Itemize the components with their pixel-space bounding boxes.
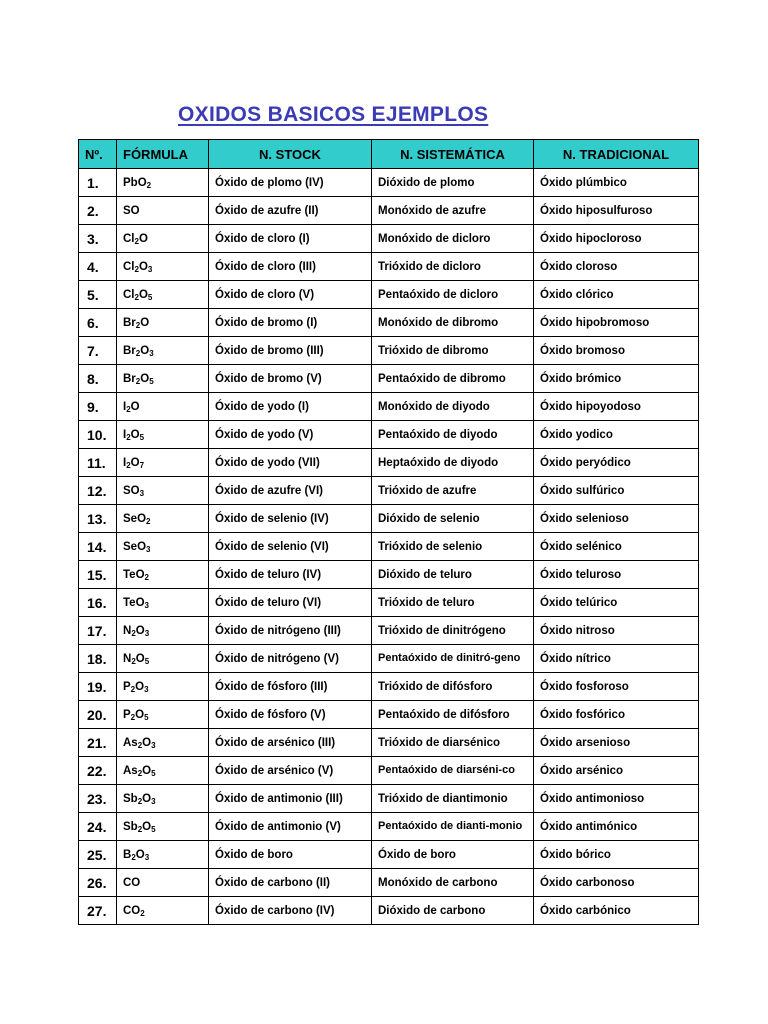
oxides-table bbox=[78, 139, 699, 925]
row-stock-name: Óxido de carbono (IV) bbox=[209, 897, 372, 925]
formula-subscript: 2 bbox=[134, 264, 139, 274]
row-formula bbox=[117, 309, 209, 337]
table-row bbox=[79, 225, 699, 253]
row-systematic-name: Trióxido de selenio bbox=[372, 533, 534, 561]
formula-element: O bbox=[142, 736, 152, 749]
row-systematic-name: Pentaóxido de dianti-monio bbox=[372, 813, 534, 841]
row-systematic-name: Pentaóxido de dinitró-geno bbox=[372, 645, 534, 673]
formula-element: SO bbox=[123, 484, 140, 497]
column-header-formula: FÓRMULA bbox=[117, 140, 209, 169]
row-traditional-name: Óxido selénico bbox=[534, 533, 699, 561]
formula-element: P bbox=[123, 680, 131, 693]
row-number: 14. bbox=[79, 533, 117, 561]
row-systematic-name: Dióxido de carbono bbox=[372, 897, 534, 925]
table-row bbox=[79, 281, 699, 309]
row-traditional-name: Óxido hipoyodoso bbox=[534, 393, 699, 421]
formula-element: O bbox=[138, 232, 148, 245]
formula-element: I bbox=[123, 456, 127, 469]
row-number: 13. bbox=[79, 505, 117, 533]
row-number: 6. bbox=[79, 309, 117, 337]
row-stock-name: Óxido de teluro (VI) bbox=[209, 589, 372, 617]
row-systematic-name: Pentaóxido de diarséni-co bbox=[372, 757, 534, 785]
formula-subscript: 5 bbox=[147, 292, 153, 302]
row-stock-name: Óxido de fósforo (V) bbox=[209, 701, 372, 729]
row-formula bbox=[117, 281, 209, 309]
formula-subscript: 2 bbox=[144, 572, 149, 582]
formula-element: SeO bbox=[123, 540, 147, 553]
formula-element: O bbox=[135, 848, 145, 861]
row-number: 24. bbox=[79, 813, 117, 841]
row-number: 22. bbox=[79, 757, 117, 785]
table-row bbox=[79, 785, 699, 813]
row-number: 16. bbox=[79, 589, 117, 617]
row-traditional-name: Óxido telúrico bbox=[534, 589, 699, 617]
table-row bbox=[79, 337, 699, 365]
row-formula bbox=[117, 533, 209, 561]
row-stock-name: Óxido de cloro (III) bbox=[209, 253, 372, 281]
row-traditional-name: Óxido peryódico bbox=[534, 449, 699, 477]
table-row bbox=[79, 645, 699, 673]
row-systematic-name: Monóxido de dicloro bbox=[372, 225, 534, 253]
row-stock-name: Óxido de selenio (VI) bbox=[209, 533, 372, 561]
row-stock-name: Óxido de plomo (IV) bbox=[209, 169, 372, 197]
row-number: 18. bbox=[79, 645, 117, 673]
row-systematic-name: Pentaóxido de diyodo bbox=[372, 421, 534, 449]
table-row bbox=[79, 841, 699, 869]
row-systematic-name: Trióxido de dicloro bbox=[372, 253, 534, 281]
formula-element: B bbox=[123, 848, 132, 861]
row-traditional-name: Óxido hiposulfuroso bbox=[534, 197, 699, 225]
table-row bbox=[79, 449, 699, 477]
row-stock-name: Óxido de fósforo (III) bbox=[209, 673, 372, 701]
row-number: 4. bbox=[79, 253, 117, 281]
row-traditional-name: Óxido sulfúrico bbox=[534, 477, 699, 505]
formula-element: SeO bbox=[123, 512, 147, 525]
formula-subscript: 2 bbox=[135, 348, 141, 358]
row-formula bbox=[117, 393, 209, 421]
table-row bbox=[79, 561, 699, 589]
formula-element: Br bbox=[123, 316, 136, 329]
formula-element: O bbox=[130, 456, 140, 469]
row-stock-name: Óxido de arsénico (V) bbox=[209, 757, 372, 785]
formula-element: I bbox=[123, 400, 127, 413]
row-formula bbox=[117, 169, 209, 197]
formula-subscript: 5 bbox=[144, 656, 150, 666]
row-traditional-name: Óxido antimónico bbox=[534, 813, 699, 841]
formula-subscript: 2 bbox=[134, 236, 139, 246]
row-number: 11. bbox=[79, 449, 117, 477]
formula-subscript: 3 bbox=[144, 852, 150, 862]
formula-subscript: 2 bbox=[146, 180, 152, 190]
row-number: 9. bbox=[79, 393, 117, 421]
row-systematic-name: Pentaóxido de dicloro bbox=[372, 281, 534, 309]
formula-subscript: 2 bbox=[126, 432, 131, 442]
formula-subscript: 3 bbox=[151, 796, 156, 806]
formula-subscript: 3 bbox=[146, 544, 151, 554]
row-formula bbox=[117, 253, 209, 281]
formula-subscript: 3 bbox=[144, 600, 149, 610]
page-title: OXIDOS BASICOS EJEMPLOS bbox=[178, 103, 489, 126]
row-traditional-name: Óxido fosfórico bbox=[534, 701, 699, 729]
row-formula bbox=[117, 757, 209, 785]
row-stock-name: Óxido de nitrógeno (III) bbox=[209, 617, 372, 645]
formula-element: O bbox=[142, 820, 152, 833]
table-row bbox=[79, 813, 699, 841]
row-systematic-name: Trióxido de dinitrógeno bbox=[372, 617, 534, 645]
row-formula bbox=[117, 365, 209, 393]
formula-subscript: 2 bbox=[130, 684, 136, 694]
formula-element: As bbox=[123, 764, 138, 777]
row-stock-name: Óxido de bromo (V) bbox=[209, 365, 372, 393]
row-traditional-name: Óxido fosforoso bbox=[534, 673, 699, 701]
row-number: 20. bbox=[79, 701, 117, 729]
row-formula bbox=[117, 589, 209, 617]
formula-element: Cl bbox=[123, 288, 135, 301]
row-stock-name: Óxido de carbono (II) bbox=[209, 869, 372, 897]
row-systematic-name: Trióxido de difósforo bbox=[372, 673, 534, 701]
formula-element: TeO bbox=[123, 568, 145, 581]
row-traditional-name: Óxido cloroso bbox=[534, 253, 699, 281]
row-stock-name: Óxido de antimonio (III) bbox=[209, 785, 372, 813]
formula-element: Cl bbox=[123, 260, 135, 273]
row-systematic-name: Pentaóxido de difósforo bbox=[372, 701, 534, 729]
table-row bbox=[79, 253, 699, 281]
formula-subscript: 5 bbox=[151, 768, 156, 778]
formula-element: O bbox=[135, 708, 145, 721]
formula-subscript: 2 bbox=[146, 516, 151, 526]
formula-subscript: 3 bbox=[151, 740, 156, 750]
row-formula bbox=[117, 617, 209, 645]
row-traditional-name: Óxido yodico bbox=[534, 421, 699, 449]
row-formula bbox=[117, 337, 209, 365]
formula-element: O bbox=[135, 652, 145, 665]
table-row bbox=[79, 477, 699, 505]
formula-subscript: 2 bbox=[135, 320, 141, 330]
row-formula bbox=[117, 701, 209, 729]
row-number: 23. bbox=[79, 785, 117, 813]
row-stock-name: Óxido de bromo (III) bbox=[209, 337, 372, 365]
formula-element: O bbox=[142, 764, 152, 777]
row-formula bbox=[117, 449, 209, 477]
formula-subscript: 2 bbox=[126, 460, 131, 470]
row-systematic-name: Monóxido de diyodo bbox=[372, 393, 534, 421]
formula-element: Pb bbox=[123, 176, 138, 189]
formula-subscript: 2 bbox=[126, 404, 131, 414]
column-header-number: Nº. bbox=[79, 140, 117, 169]
formula-element: N bbox=[123, 624, 132, 637]
row-stock-name: Óxido de azufre (II) bbox=[209, 197, 372, 225]
table-row bbox=[79, 393, 699, 421]
formula-subscript: 3 bbox=[144, 684, 149, 694]
formula-element: O bbox=[138, 288, 148, 301]
formula-element: Sb bbox=[123, 820, 138, 833]
row-systematic-name: Dióxido de teluro bbox=[372, 561, 534, 589]
formula-subscript: 3 bbox=[144, 628, 150, 638]
row-traditional-name: Óxido plúmbico bbox=[534, 169, 699, 197]
formula-element: O bbox=[140, 316, 150, 329]
row-formula bbox=[117, 841, 209, 869]
formula-element: Br bbox=[123, 372, 136, 385]
formula-element: CO bbox=[123, 904, 141, 917]
row-systematic-name: Monóxido de dibromo bbox=[372, 309, 534, 337]
formula-subscript: 2 bbox=[140, 908, 145, 918]
row-traditional-name: Óxido arsenioso bbox=[534, 729, 699, 757]
row-stock-name: Óxido de teluro (IV) bbox=[209, 561, 372, 589]
row-number: 2. bbox=[79, 197, 117, 225]
formula-element: O bbox=[140, 344, 150, 357]
row-systematic-name: Dióxido de plomo bbox=[372, 169, 534, 197]
row-stock-name: Óxido de azufre (VI) bbox=[209, 477, 372, 505]
row-formula bbox=[117, 477, 209, 505]
formula-subscript: 2 bbox=[137, 796, 143, 806]
formula-element: As bbox=[123, 736, 138, 749]
row-stock-name: Óxido de selenio (IV) bbox=[209, 505, 372, 533]
row-stock-name: Óxido de cloro (V) bbox=[209, 281, 372, 309]
row-number: 10. bbox=[79, 421, 117, 449]
row-traditional-name: Óxido nítrico bbox=[534, 645, 699, 673]
row-number: 5. bbox=[79, 281, 117, 309]
table-header-row bbox=[79, 140, 699, 169]
row-number: 12. bbox=[79, 477, 117, 505]
formula-subscript: 2 bbox=[135, 376, 141, 386]
formula-element: SO bbox=[123, 204, 140, 217]
formula-subscript: 5 bbox=[149, 376, 154, 386]
formula-element: Sb bbox=[123, 792, 138, 805]
formula-subscript: 2 bbox=[137, 824, 143, 834]
row-stock-name: Óxido de yodo (I) bbox=[209, 393, 372, 421]
table-row bbox=[79, 897, 699, 925]
row-traditional-name: Óxido bromoso bbox=[534, 337, 699, 365]
row-number: 19. bbox=[79, 673, 117, 701]
formula-element: I bbox=[123, 428, 127, 441]
table-row bbox=[79, 533, 699, 561]
formula-element: O bbox=[137, 176, 147, 189]
row-number: 7. bbox=[79, 337, 117, 365]
formula-subscript: 3 bbox=[139, 488, 145, 498]
row-traditional-name: Óxido selenioso bbox=[534, 505, 699, 533]
row-number: 26. bbox=[79, 869, 117, 897]
row-number: 17. bbox=[79, 617, 117, 645]
table-row bbox=[79, 701, 699, 729]
table-row bbox=[79, 197, 699, 225]
row-systematic-name: Trióxido de diantimonio bbox=[372, 785, 534, 813]
row-traditional-name: Óxido hipocloroso bbox=[534, 225, 699, 253]
row-systematic-name: Trióxido de teluro bbox=[372, 589, 534, 617]
row-stock-name: Óxido de antimonio (V) bbox=[209, 813, 372, 841]
formula-subscript: 5 bbox=[139, 432, 145, 442]
row-number: 25. bbox=[79, 841, 117, 869]
formula-element: O bbox=[142, 792, 152, 805]
row-formula bbox=[117, 813, 209, 841]
row-systematic-name: Dióxido de selenio bbox=[372, 505, 534, 533]
row-traditional-name: Óxido bórico bbox=[534, 841, 699, 869]
row-stock-name: Óxido de yodo (V) bbox=[209, 421, 372, 449]
row-formula bbox=[117, 673, 209, 701]
table-row bbox=[79, 617, 699, 645]
formula-element: O bbox=[130, 428, 140, 441]
row-formula bbox=[117, 897, 209, 925]
table-row bbox=[79, 869, 699, 897]
table-row bbox=[79, 757, 699, 785]
row-stock-name: Óxido de nitrógeno (V) bbox=[209, 645, 372, 673]
row-systematic-name: Trióxido de diarsénico bbox=[372, 729, 534, 757]
row-number: 15. bbox=[79, 561, 117, 589]
row-stock-name: Óxido de arsénico (III) bbox=[209, 729, 372, 757]
formula-element: O bbox=[130, 400, 140, 413]
table-row bbox=[79, 421, 699, 449]
row-formula bbox=[117, 645, 209, 673]
formula-element: O bbox=[135, 624, 145, 637]
row-stock-name: Óxido de boro bbox=[209, 841, 372, 869]
formula-subscript: 3 bbox=[147, 264, 153, 274]
formula-element: Br bbox=[123, 344, 136, 357]
row-traditional-name: Óxido carbónico bbox=[534, 897, 699, 925]
formula-subscript: 2 bbox=[131, 852, 136, 862]
formula-element: O bbox=[138, 260, 148, 273]
row-traditional-name: Óxido clórico bbox=[534, 281, 699, 309]
table-row bbox=[79, 365, 699, 393]
row-traditional-name: Óxido teluroso bbox=[534, 561, 699, 589]
row-stock-name: Óxido de yodo (VII) bbox=[209, 449, 372, 477]
row-stock-name: Óxido de cloro (I) bbox=[209, 225, 372, 253]
table-row bbox=[79, 169, 699, 197]
row-traditional-name: Óxido arsénico bbox=[534, 757, 699, 785]
row-systematic-name: Heptaóxido de diyodo bbox=[372, 449, 534, 477]
table-row bbox=[79, 309, 699, 337]
row-formula bbox=[117, 729, 209, 757]
row-traditional-name: Óxido nitroso bbox=[534, 617, 699, 645]
row-formula bbox=[117, 421, 209, 449]
row-formula bbox=[117, 225, 209, 253]
formula-subscript: 3 bbox=[149, 348, 154, 358]
formula-subscript: 5 bbox=[144, 712, 149, 722]
row-number: 8. bbox=[79, 365, 117, 393]
column-header-stock: N. STOCK bbox=[209, 140, 372, 169]
row-systematic-name: Monóxido de carbono bbox=[372, 869, 534, 897]
table-row bbox=[79, 729, 699, 757]
formula-element: P bbox=[123, 708, 131, 721]
row-formula bbox=[117, 505, 209, 533]
formula-element: TeO bbox=[123, 596, 145, 609]
formula-element: O bbox=[135, 680, 145, 693]
row-systematic-name: Óxido de boro bbox=[372, 841, 534, 869]
row-systematic-name: Trióxido de dibromo bbox=[372, 337, 534, 365]
row-formula bbox=[117, 197, 209, 225]
formula-element: CO bbox=[123, 876, 141, 889]
row-number: 3. bbox=[79, 225, 117, 253]
table-row bbox=[79, 589, 699, 617]
row-stock-name: Óxido de bromo (I) bbox=[209, 309, 372, 337]
row-traditional-name: Óxido antimonioso bbox=[534, 785, 699, 813]
row-traditional-name: Óxido brómico bbox=[534, 365, 699, 393]
formula-subscript: 2 bbox=[137, 740, 143, 750]
column-header-sistematica: N. SISTEMÁTICA bbox=[372, 140, 534, 169]
table-row bbox=[79, 505, 699, 533]
row-systematic-name: Pentaóxido de dibromo bbox=[372, 365, 534, 393]
formula-subscript: 2 bbox=[134, 292, 139, 302]
formula-element: N bbox=[123, 652, 132, 665]
row-systematic-name: Trióxido de azufre bbox=[372, 477, 534, 505]
row-systematic-name: Monóxido de azufre bbox=[372, 197, 534, 225]
column-header-tradicional: N. TRADICIONAL bbox=[534, 140, 699, 169]
row-number: 21. bbox=[79, 729, 117, 757]
formula-subscript: 2 bbox=[130, 712, 136, 722]
row-number: 27. bbox=[79, 897, 117, 925]
formula-subscript: 7 bbox=[139, 460, 145, 470]
table-row bbox=[79, 673, 699, 701]
formula-element: Cl bbox=[123, 232, 135, 245]
row-formula bbox=[117, 561, 209, 589]
row-traditional-name: Óxido carbonoso bbox=[534, 869, 699, 897]
formula-subscript: 2 bbox=[131, 656, 136, 666]
row-traditional-name: Óxido hipobromoso bbox=[534, 309, 699, 337]
formula-element: O bbox=[140, 372, 150, 385]
formula-subscript: 5 bbox=[151, 824, 156, 834]
formula-subscript: 2 bbox=[131, 628, 136, 638]
formula-subscript: 2 bbox=[137, 768, 143, 778]
row-formula bbox=[117, 869, 209, 897]
row-formula bbox=[117, 785, 209, 813]
row-number: 1. bbox=[79, 169, 117, 197]
